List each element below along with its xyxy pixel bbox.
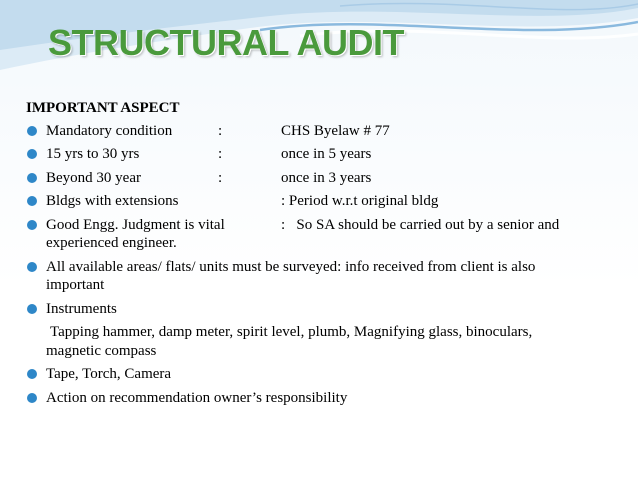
- list-item-15-30: [26, 145, 626, 164]
- list-item-instruments: [26, 300, 626, 319]
- list-item-judgment: [26, 216, 626, 235]
- section-heading: IMPORTANT ASPECT: [26, 100, 180, 116]
- item-text: Tape, Torch, Camera: [46, 366, 172, 382]
- item-separator: :: [218, 146, 223, 162]
- slide-title: STRUCTURAL AUDIT: [48, 22, 404, 63]
- bullet-icon: [26, 258, 46, 276]
- item-text: All available areas/ flats/ units must be surveyed: info received from client is also: [46, 258, 536, 275]
- bullet-icon: [26, 365, 46, 383]
- item-value: : So SA should be carried out by a senior and: [281, 216, 560, 233]
- item-continuation: experienced engineer.: [46, 235, 177, 251]
- list-item-extensions: [26, 192, 626, 211]
- bullet-icon: [26, 216, 46, 234]
- list-item-beyond-30: [26, 169, 626, 188]
- item-label: Bldgs with extensions: [46, 193, 179, 209]
- item-continuation: important: [46, 277, 105, 293]
- list-item-surveyed: [26, 258, 626, 277]
- item-label: Good Engg. Judgment is vital: [46, 216, 225, 233]
- list-item-action: [26, 389, 626, 408]
- item-value: : Period w.r.t original bldg: [281, 193, 439, 209]
- bullet-icon: [26, 300, 46, 318]
- item-value: once in 3 years: [281, 169, 372, 186]
- instruments-detail-continuation: magnetic compass: [46, 342, 157, 359]
- bullet-icon: [26, 169, 46, 187]
- instruments-detail-line: Tapping hammer, damp meter, spirit level, plumb, Magnifying glass, binoculars,: [50, 324, 533, 340]
- item-value: once in 5 years: [281, 146, 372, 162]
- list-item-mandatory: [26, 122, 626, 141]
- bullet-icon: [26, 122, 46, 140]
- item-text: Instruments: [46, 300, 117, 317]
- item-text: Action on recommendation owner’s responsibility: [46, 389, 348, 406]
- item-value: CHS Byelaw # 77: [281, 122, 390, 139]
- bullet-icon: [26, 192, 46, 210]
- item-separator: :: [218, 169, 223, 186]
- item-label: Mandatory condition: [46, 122, 173, 139]
- list-item-tape: [26, 365, 626, 384]
- item-label: 15 yrs to 30 yrs: [46, 146, 140, 162]
- bullet-icon: [26, 145, 46, 163]
- item-separator: :: [218, 122, 223, 139]
- item-label: Beyond 30 year: [46, 169, 141, 186]
- bullet-icon: [26, 389, 46, 407]
- slide-content: [26, 99, 626, 412]
